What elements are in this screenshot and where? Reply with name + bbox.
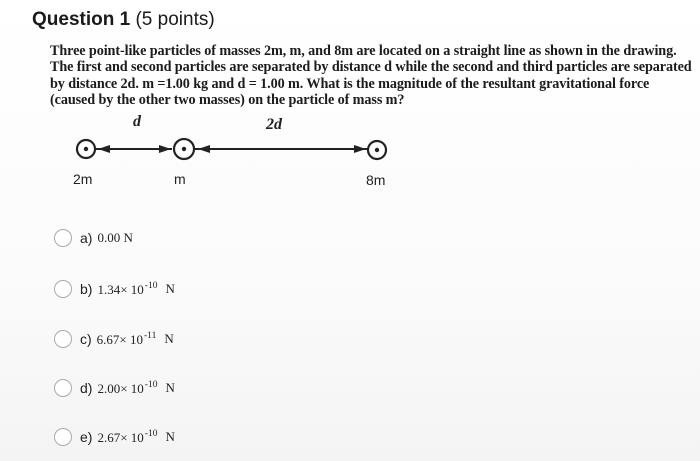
option-unit: N [165, 380, 175, 395]
option-exponent: -10 [144, 379, 158, 390]
option-exponent: -11 [144, 330, 157, 341]
radio-button[interactable] [54, 428, 72, 446]
arrow-right-icon [354, 145, 366, 153]
question-text-line: Three point-like particles of masses 2m, m, and 8m are located on a straight line as shown in the drawing. [50, 43, 677, 59]
question-points: (5 points) [135, 9, 215, 30]
distance-d-label: d [133, 113, 141, 130]
option-value: $2.67\times 10^{-10}$ [97, 428, 158, 445]
question-text-line: (caused by the other two masses) on the particle of mass m? [50, 91, 405, 108]
answer-option-c[interactable] [54, 328, 174, 350]
mass-label-2m: 2m [73, 171, 93, 187]
answer-option-b[interactable] [54, 278, 175, 300]
option-value: $1.34\times 10^{-10}$ [97, 280, 158, 297]
distance-2d-label: 2d [266, 116, 282, 133]
mass-label-8m: 8m [366, 172, 386, 188]
option-exponent: -10 [144, 280, 158, 291]
option-unit: N [165, 281, 175, 296]
answer-option-e[interactable] [54, 426, 175, 448]
radio-button[interactable] [54, 330, 72, 348]
radio-button[interactable] [54, 229, 72, 247]
option-value: $2.00\times 10^{-10}$ [97, 379, 158, 396]
arrow-left-icon [98, 145, 110, 153]
answer-option-d[interactable] [54, 377, 175, 399]
option-exponent: -10 [144, 428, 158, 439]
question-text-line: by distance 2d. m =1.00 kg and d = 1.00 m. What is the magnitude of the resultant gravitational force [50, 75, 650, 92]
mass-label-m: m [174, 171, 186, 187]
option-unit: N [165, 429, 175, 444]
question-text-line: The first and second particles are separated by distance d while the second and third particles are separated [50, 59, 692, 76]
arrow-right-icon [159, 145, 171, 153]
option-letter: b) [80, 281, 93, 297]
option-letter: a) [80, 230, 93, 246]
answer-option-a[interactable] [54, 227, 133, 249]
option-letter: d) [80, 380, 93, 396]
question-title: Question 1 [32, 9, 131, 30]
option-value: $6.67\times 10^{-11}$ [96, 330, 157, 347]
radio-button[interactable] [54, 280, 72, 298]
radio-button[interactable] [54, 379, 72, 397]
option-letter: c) [80, 331, 92, 347]
arrow-left-icon [198, 145, 210, 153]
option-value: 0.00 N [97, 230, 133, 245]
option-letter: e) [80, 429, 93, 445]
option-unit: N [164, 331, 174, 346]
